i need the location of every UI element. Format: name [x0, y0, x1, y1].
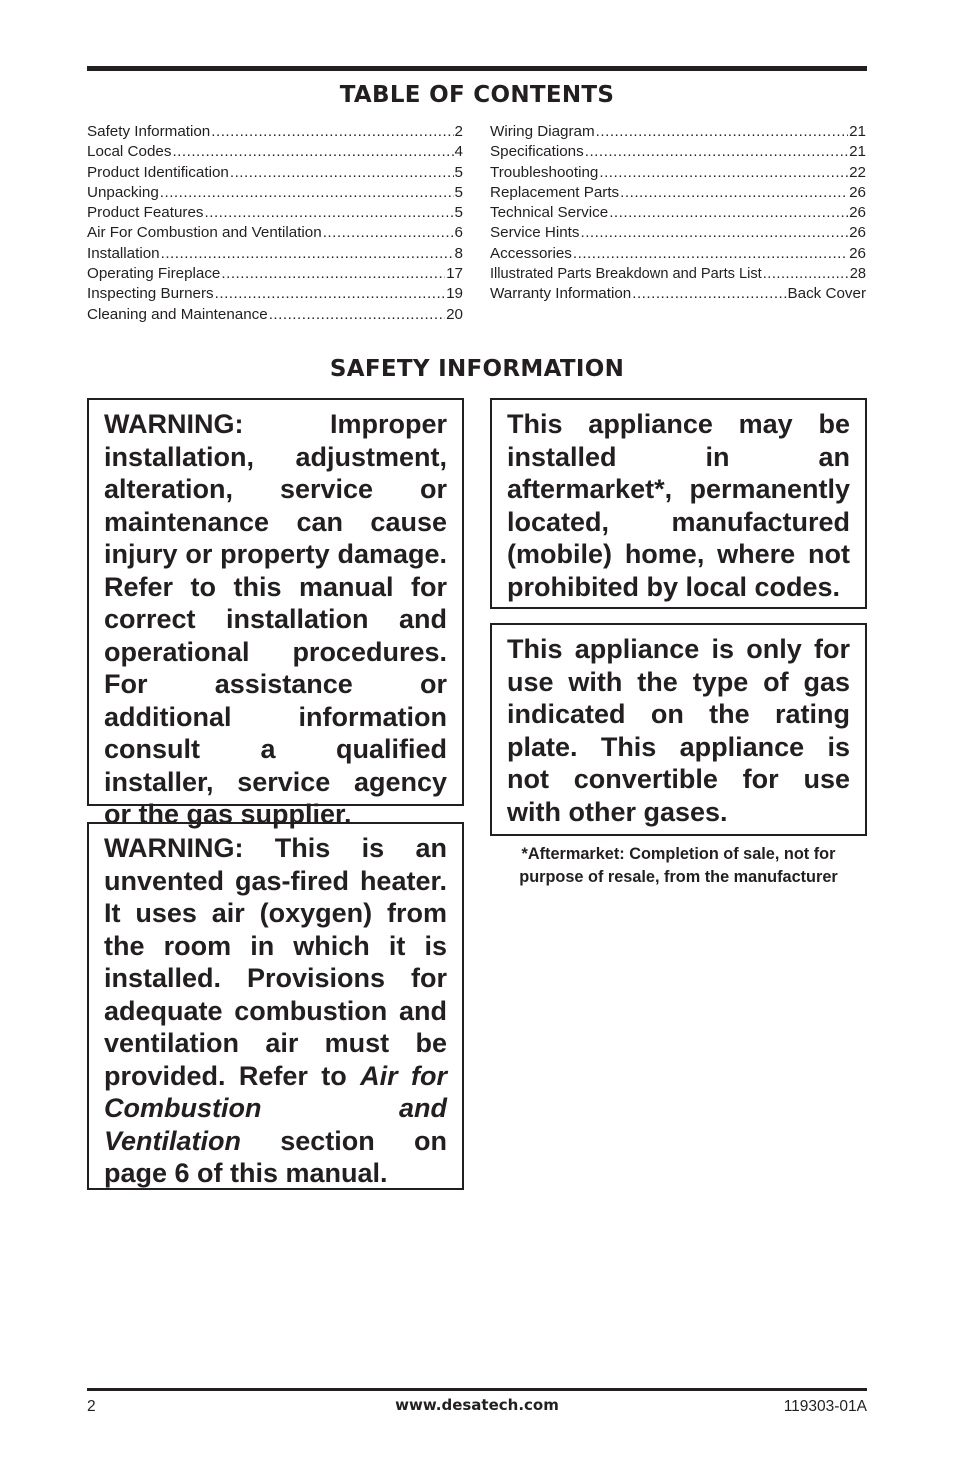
warning-unvented-heater-box [87, 822, 464, 1190]
toc-entry-page: 28 [849, 266, 866, 283]
toc-heading: TABLE OF CONTENTS [339, 82, 615, 108]
warning-unvented-heater-text [104, 832, 447, 1190]
warning-unvented-heater-text-start: WARNING: This is an unvented gas-fired heater. It uses air (oxygen) from the room in which it is installed. Provisions for adequate combustion and ventilation air must be provided. Refer to [104, 833, 447, 1091]
toc-entry[interactable] [87, 264, 463, 284]
toc-entry-page: 20 [446, 305, 463, 323]
toc-entry[interactable] [87, 244, 463, 264]
toc-leader [580, 223, 848, 243]
toc-entry[interactable] [87, 163, 463, 183]
toc-entry-label: Wiring Diagram [490, 123, 595, 140]
toc-entry-label: Technical Service [490, 204, 609, 222]
toc-entry-label: Air For Combustion and Ventilation [87, 224, 322, 242]
toc-entry[interactable] [87, 122, 463, 142]
toc-leader [609, 203, 848, 223]
toc-entry-page: 4 [454, 143, 463, 161]
toc-leader [323, 223, 454, 243]
toc-leader [172, 142, 453, 162]
toc-entry-label: Product Identification [87, 163, 229, 181]
toc-entry-label: Replacement Parts [490, 183, 620, 201]
page-number: 2 [87, 1398, 96, 1415]
warning-improper-installation-text: WARNING: Improper installation, adjustment, alteration, service or maintenance can cause injury or property damage. Refer to this manual for correct installation and operational procedures. For assistance or additional information consult a qualified installer, service agency or the gas supplier. [104, 409, 447, 829]
toc-entry-page: 8 [454, 244, 463, 262]
toc-entry[interactable] [490, 244, 866, 264]
toc-entry[interactable] [490, 203, 866, 223]
safety-heading: SAFETY INFORMATION [329, 356, 625, 382]
toc-entry-label: Troubleshooting [490, 163, 599, 181]
toc-leader [763, 264, 849, 284]
toc-entry-page: 5 [454, 204, 463, 222]
toc-leader [161, 244, 454, 264]
toc-entry-label: Specifications [490, 143, 584, 161]
toc-entry-label: Inspecting Burners [87, 285, 214, 303]
toc-entry-label: Unpacking [87, 183, 159, 201]
toc-leader [573, 244, 848, 264]
toc-leader [160, 183, 454, 203]
mobile-home-notice-text: This appliance may be installed in an aftermarket*, permanently located, manufactured (mobile) home, where not prohibited by local codes. [507, 409, 850, 602]
toc-leader [596, 122, 848, 142]
toc-leader [221, 264, 445, 284]
toc-entry[interactable] [490, 264, 866, 284]
toc-entry-page: 2 [454, 123, 463, 140]
toc-entry-page: 6 [454, 224, 463, 242]
gas-type-notice-text: This appliance is only for use with the type of gas indicated on the rating plate. This appliance is not convertible for use with other gases. [507, 634, 850, 827]
toc-entry-page: 19 [446, 285, 463, 303]
mobile-home-notice-box [490, 398, 867, 609]
toc-leader [632, 284, 786, 304]
toc-entry-page: 21 [849, 143, 866, 161]
toc-entry-label: Cleaning and Maintenance [87, 305, 268, 323]
toc-entry-label: Operating Fireplace [87, 265, 221, 283]
website-link[interactable]: www.desatech.com [395, 1396, 559, 1414]
toc-leader [205, 203, 454, 223]
gas-type-notice-box [490, 623, 867, 836]
toc-entry-label: Safety Information [87, 123, 211, 140]
toc-entry[interactable] [490, 183, 866, 203]
toc-entry-label: Local Codes [87, 143, 172, 161]
toc-leader [585, 142, 848, 162]
toc-leader [230, 163, 454, 183]
toc-leader [269, 305, 445, 325]
toc-entry-page: 5 [454, 163, 463, 181]
toc-leader [620, 183, 848, 203]
toc-entry-page: 17 [446, 265, 463, 283]
toc-entry-page: 26 [849, 183, 866, 201]
toc-entry[interactable] [490, 122, 866, 142]
toc-entry-label: Accessories [490, 244, 572, 262]
toc-entry-page: 26 [849, 244, 866, 262]
toc-entry[interactable] [87, 203, 463, 223]
toc-entry-page: 5 [454, 183, 463, 201]
toc-entry[interactable] [490, 223, 866, 243]
toc-entry-label: Service Hints [490, 224, 580, 242]
toc-entry[interactable] [490, 142, 866, 162]
section-reference: Air for Combustion and Ventilation [104, 1060, 448, 1156]
toc-right-column [490, 122, 866, 305]
toc-entry[interactable] [87, 223, 463, 243]
toc-entry-page: 26 [849, 204, 866, 222]
toc-leader [599, 163, 848, 183]
document-number: 119303-01A [783, 1398, 867, 1415]
aftermarket-footnote: *Aftermarket: Completion of sale, not for purpose of resale, from the manufacturer [519, 845, 838, 886]
toc-left-column [87, 122, 463, 325]
toc-entry-page: 21 [849, 123, 866, 140]
warning-improper-installation-box [87, 398, 464, 829]
toc-entry-page: 26 [849, 224, 866, 242]
toc-leader [211, 122, 453, 142]
top-rule [87, 66, 867, 71]
warning-unvented-heater-text-end: section on page 6 of this manual. [104, 1125, 447, 1188]
toc-entry[interactable] [87, 305, 463, 325]
toc-entry-page: Back Cover [787, 285, 866, 303]
toc-entry-page: 22 [849, 163, 866, 181]
toc-entry[interactable] [87, 142, 463, 162]
toc-entry[interactable] [87, 183, 463, 203]
toc-entry-label: Warranty Information [490, 285, 632, 303]
toc-entry-label: Installation [87, 244, 160, 262]
toc-entry[interactable] [87, 284, 463, 304]
toc-entry-label: Illustrated Parts Breakdown and Parts List [490, 266, 762, 283]
toc-entry[interactable] [490, 163, 866, 183]
toc-entry-label: Product Features [87, 204, 204, 222]
bottom-rule [87, 1388, 867, 1391]
toc-entry[interactable] [490, 284, 866, 304]
toc-leader [215, 284, 445, 304]
